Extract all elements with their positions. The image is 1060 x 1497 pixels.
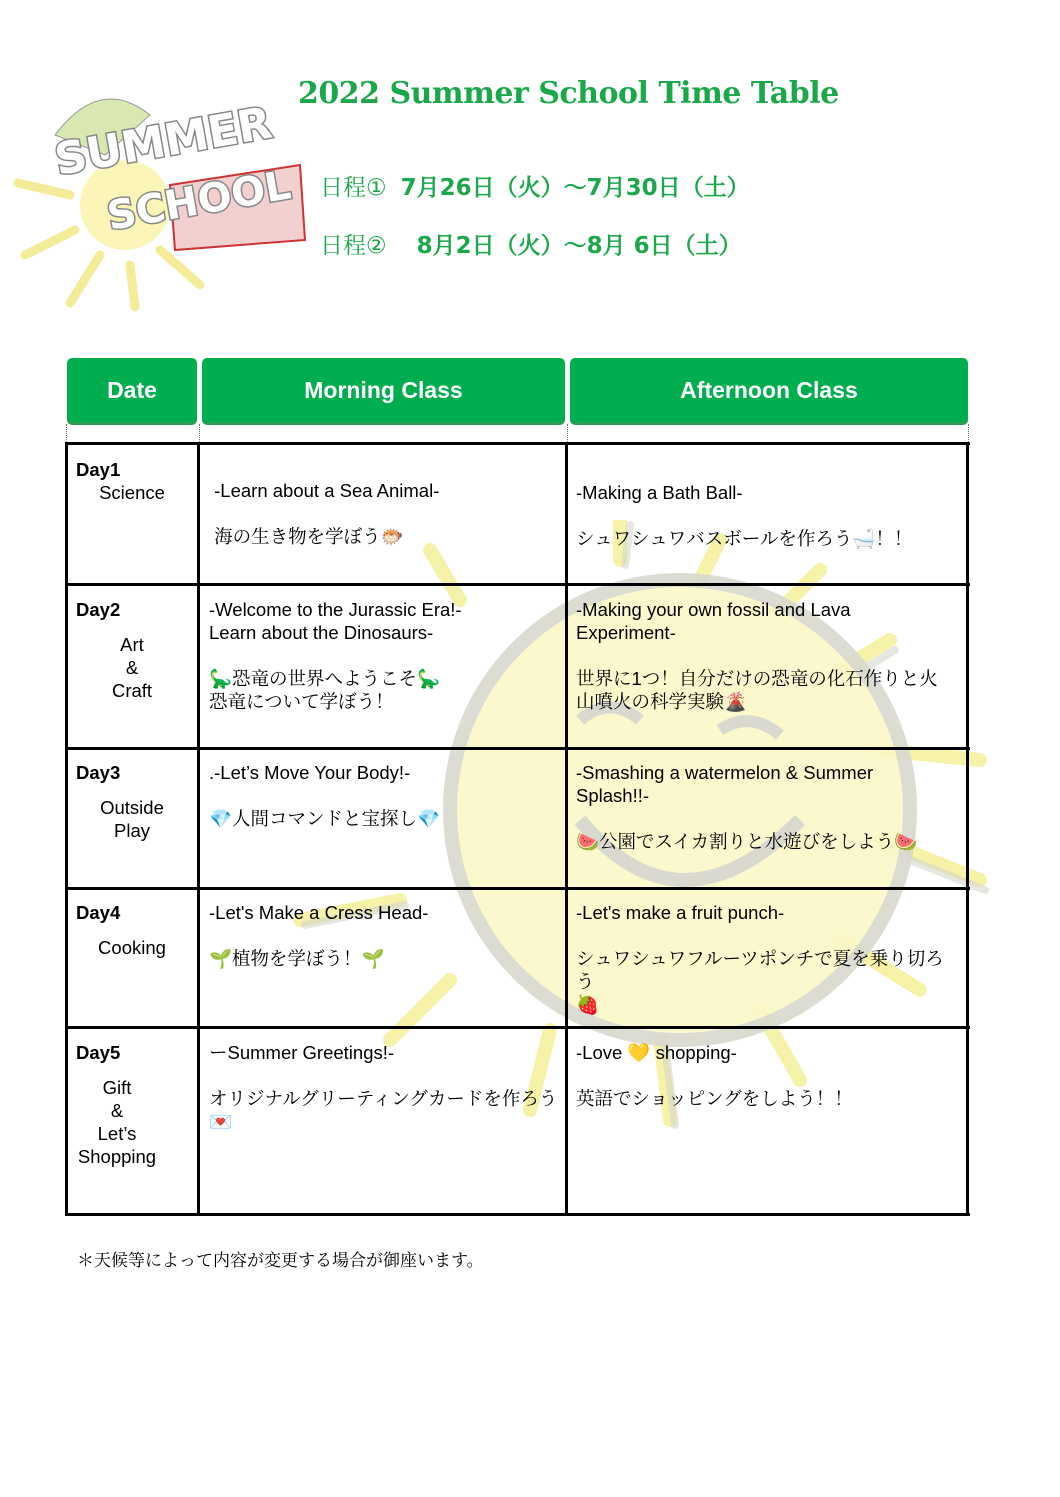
header-divider [968, 424, 969, 444]
table-border [966, 444, 969, 1216]
timetable [65, 358, 970, 1216]
day-subject: Art & Craft [111, 634, 153, 701]
class-title: -Let's Make a Cress Head- [209, 902, 429, 923]
header-morning-class: Morning Class [202, 358, 565, 422]
day-subject: Cooking [98, 937, 166, 958]
header-afternoon-class: Afternoon Class [570, 358, 968, 422]
class-description: シュワシュワバスボールを作ろう🛁！！ [576, 528, 913, 549]
schedule-dates: 8月2日（火）〜8月 6日（土） [416, 233, 742, 259]
table-row-day1-afternoon [576, 481, 961, 550]
table-row-day4-morning [209, 901, 559, 970]
table-border [65, 1026, 970, 1029]
day-label: Day2 [76, 599, 121, 620]
class-title: Learn about the Dinosaurs- [209, 622, 434, 643]
summer-school-logo [10, 75, 310, 315]
table-border [197, 444, 200, 1216]
class-description: 🦕恐竜の世界へようこそ🦕 [209, 668, 441, 689]
class-description: 英語でショッピングをしよう！！ [576, 1088, 853, 1109]
schedule-1 [320, 169, 750, 202]
svg-text:SUMMER: SUMMER [51, 97, 276, 186]
table-row-day4-date [76, 901, 196, 959]
table-border [65, 442, 970, 445]
header-divider [199, 424, 200, 444]
class-title: Splash!!- [576, 785, 650, 806]
day-subject: Science [99, 482, 165, 503]
table-row-day3-morning [209, 761, 559, 830]
schedule-dates: 7月26日（火）〜7月30日（土） [400, 175, 750, 201]
table-row-day5-morning [209, 1041, 559, 1133]
day-label: Day5 [76, 1042, 121, 1063]
page-title: 2022 Summer School Time Table [298, 76, 839, 111]
table-row-day5-afternoon [576, 1041, 961, 1110]
class-description: 💌 [209, 1111, 233, 1132]
class-description: 🍓 [576, 994, 600, 1015]
class-title: -Let's make a fruit punch- [576, 902, 785, 923]
class-description: 海の生き物を学ぼう🐡 [209, 526, 404, 547]
class-title: -Love 💛 shopping- [576, 1042, 737, 1063]
table-row-day3-date [76, 761, 196, 842]
svg-text:SCHOOL: SCHOOL [103, 162, 295, 240]
day-label: Day1 [76, 459, 121, 480]
table-row-day2-date [76, 598, 196, 702]
day-subject: Gift & Let’s Shopping [77, 1077, 157, 1167]
table-border [565, 444, 568, 1216]
day-label: Day4 [76, 902, 121, 923]
schedule-2 [320, 227, 742, 260]
class-title: Experiment- [576, 622, 676, 643]
class-description: 🍉公園でスイカ割りと水遊びをしよう🍉 [576, 831, 918, 852]
class-title: ーSummer Greetings!- [209, 1042, 395, 1063]
header-date: Date [67, 358, 197, 422]
table-row-day3-afternoon [576, 761, 961, 853]
class-title: -Smashing a watermelon & Summer [576, 762, 874, 783]
class-title: -Learn about a Sea Animal- [209, 480, 440, 501]
table-row-day2-afternoon [576, 598, 961, 713]
class-title: .-Let’s Move Your Body!- [209, 762, 411, 783]
table-border [65, 583, 970, 586]
table-border [65, 887, 970, 890]
table-border [65, 444, 68, 1216]
table-row-day5-date [76, 1041, 196, 1168]
footnote: ＊天候等によって内容が変更する場合が御座います。 [77, 1251, 484, 1271]
table-row-day2-morning [209, 598, 559, 713]
table-row-day1-morning [209, 479, 559, 548]
schedule-label: 日程② [320, 233, 387, 259]
class-description: 山噴火の科学実験🌋 [576, 691, 748, 712]
class-title: -Making your own fossil and Lava [576, 599, 851, 620]
table-row-day4-afternoon [576, 901, 961, 1016]
class-description: 恐竜について学ぼう！ [209, 691, 394, 712]
class-description: 💎人間コマンドと宝探し💎 [209, 808, 441, 829]
class-title: -Making a Bath Ball- [576, 482, 743, 503]
class-description: オリジナルグリーティングカードを作ろう [209, 1088, 558, 1109]
table-border [65, 1213, 970, 1216]
class-title: -Welcome to the Jurassic Era!- [209, 599, 462, 620]
header-divider [567, 424, 568, 444]
schedule-label: 日程① [320, 175, 387, 201]
day-subject: Outside Play [100, 797, 164, 841]
table-row-day1-date [76, 458, 196, 504]
table-border [65, 747, 970, 750]
day-label: Day3 [76, 762, 121, 783]
class-description: 世界に1つ！自分だけの恐竜の化石作りと火 [576, 668, 938, 689]
class-description: シュワシュワフルーツポンチで夏を乗り切ろう [576, 948, 944, 992]
header-divider [66, 424, 67, 444]
class-description: 🌱植物を学ぼう！🌱 [209, 948, 385, 969]
